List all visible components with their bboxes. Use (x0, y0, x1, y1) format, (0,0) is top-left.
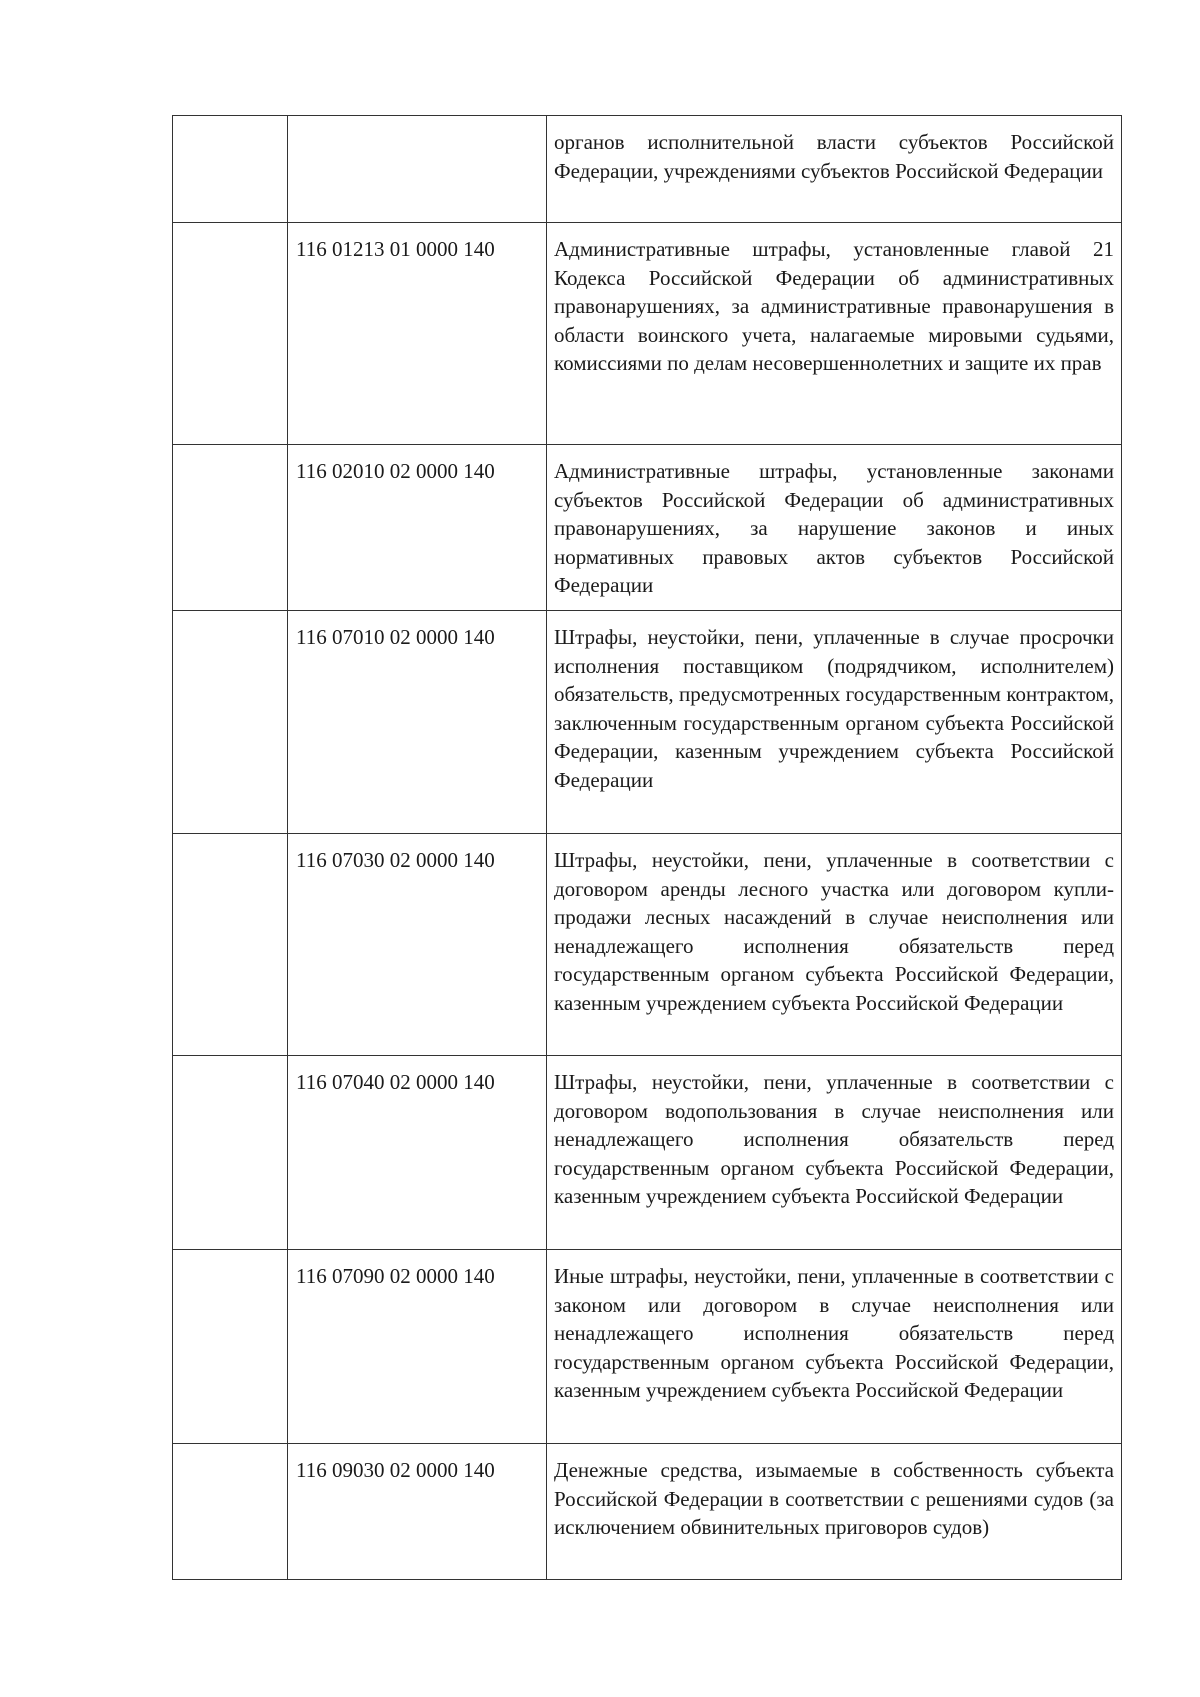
table-row (173, 833, 1122, 1055)
row-number-cell (173, 223, 288, 445)
row-number-cell (173, 610, 288, 833)
revenue-codes-table (172, 115, 1122, 1580)
table-row (173, 1055, 1122, 1249)
revenue-description: Денежные средства, изымаемые в собственность субъекта Российской Федерации в соответствии с решениями судов (за исключением обвинительных приговоров судов) (554, 1457, 1114, 1540)
description-cell (547, 610, 1122, 833)
revenue-code-cell (288, 1443, 547, 1579)
description-cell (547, 1249, 1122, 1443)
revenue-description: Штрафы, неустойки, пени, уплаченные в соответствии с договором аренды лесного участка или договором купли-продажи лесных насаждений в случае неисполнения или ненадлежащего исполнения обязательств перед государственным органом субъекта Российской Федерации, казенным учреждением субъекта Российской Федерации (554, 847, 1114, 1015)
description-cell (547, 833, 1122, 1055)
revenue-code: 116 01213 01 0000 140 (296, 237, 495, 261)
table-row (173, 445, 1122, 611)
revenue-code: 116 09030 02 0000 140 (296, 1457, 495, 1482)
table-row (173, 1443, 1122, 1579)
description-cell (547, 116, 1122, 223)
row-number-cell (173, 1249, 288, 1443)
description-cell (547, 1443, 1122, 1579)
revenue-description: Административные штрафы, установленные законами субъектов Российской Федерации об административных правонарушениях, за нарушение законов и иных нормативных правовых актов субъектов Российской Федерации (554, 459, 1114, 598)
table-row (173, 610, 1122, 833)
table-row (173, 116, 1122, 223)
revenue-code: 116 07040 02 0000 140 (296, 1069, 495, 1094)
revenue-code: 116 07030 02 0000 140 (296, 847, 495, 872)
revenue-code: 116 07090 02 0000 140 (296, 1263, 495, 1288)
row-number-cell (173, 445, 288, 611)
revenue-code-cell (288, 610, 547, 833)
revenue-description: органов исполнительной власти субъектов Российской Федерации, учреждениями субъектов Российской Федерации (554, 130, 1114, 183)
revenue-code-cell (288, 116, 547, 223)
revenue-description: Штрафы, неустойки, пени, уплаченные в соответствии с договором водопользования в случае неисполнения или ненадлежащего исполнения обязательств перед государственным органом субъекта Российской Федерации, казенным учреждением субъекта Российской Федерации (554, 1069, 1114, 1209)
revenue-code-cell (288, 833, 547, 1055)
revenue-code-cell (288, 223, 547, 445)
table-row (173, 1249, 1122, 1443)
row-number-cell (173, 833, 288, 1055)
row-number-cell (173, 1055, 288, 1249)
row-number-cell (173, 116, 288, 223)
revenue-description: Штрафы, неустойки, пени, уплаченные в случае просрочки исполнения поставщиком (подрядчиком, исполнителем) обязательств, предусмотренных государственным контрактом, заключенным государственным органом субъекта Российской Федерации, казенным учреждением субъекта Российской Федерации (554, 624, 1114, 792)
revenue-code: 116 07010 02 0000 140 (296, 624, 495, 649)
revenue-code-cell (288, 445, 547, 611)
revenue-description: Административные штрафы, установленные главой 21 Кодекса Российской Федерации об административных правонарушениях, за административные правонарушения в области воинского учета, налагаемые мировыми судьями, комиссиями по делам несовершеннолетних и защите их прав (554, 237, 1114, 376)
description-cell (547, 223, 1122, 445)
revenue-code (288, 116, 546, 138)
revenue-code-cell (288, 1249, 547, 1443)
description-cell (547, 1055, 1122, 1249)
table-row (173, 223, 1122, 445)
revenue-code-cell (288, 1055, 547, 1249)
revenue-description: Иные штрафы, неустойки, пени, уплаченные в соответствии с законом или договором в случае неисполнения или ненадлежащего исполнения обязательств перед государственным органом субъекта Российской Федерации, казенным учреждением субъекта Российской Федерации (554, 1263, 1114, 1403)
revenue-code: 116 02010 02 0000 140 (296, 459, 495, 483)
description-cell (547, 445, 1122, 611)
row-number-cell (173, 1443, 288, 1579)
